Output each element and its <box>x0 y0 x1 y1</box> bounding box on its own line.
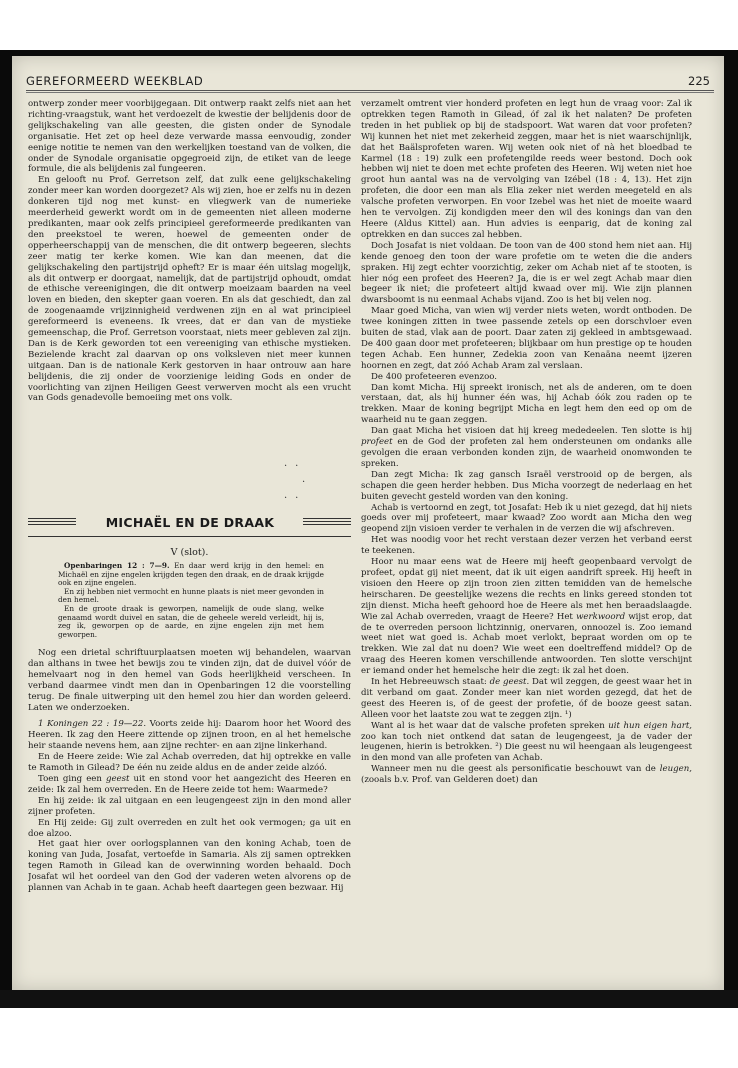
paragraph: En Hij zeide: Gij zult overreden en zult het ook vermogen; ga uit en doe alzoo. <box>28 817 351 839</box>
paragraph-text: Want al is het waar dat de valsche profeten spreken <box>371 720 609 731</box>
emphasis: werkwoord <box>576 611 626 622</box>
paragraph-text: Toen ging een <box>38 773 106 784</box>
header-rule <box>26 90 714 91</box>
paragraph-text: Voorts zeide hij: Daarom hoor het Woord des Heeren. Ik zag den Heere zittende op zijnen troon, en al het hemelsche heir staande nevens hem, aan zijne rechter- en aan zijne linkerhand. <box>28 719 351 752</box>
paragraph: Achab is vertoornd en zegt, tot Josafat: Heb ik u niet gezegd, dat hij niets goeds over mij profeteert, maar kwaad? Zoo wordt aan Micha den weg geopend zijn visioen verder te verhalen in de verzen die wij afschreven. <box>361 502 692 535</box>
section-title: MICHAËL EN DE DRAAK <box>105 515 275 530</box>
emphasis: leugen, <box>659 764 692 775</box>
paragraph-text: wijst erop, dat de te overreden persoon lichtzinnig, onervaren, onnoozel is. Zoo iemand weet niet wat goed is. Achab moet verlokt, bepraat worden om op te trekken. Wie zal dat nu doen? Wie weet een doeltreffend middel? Op de vraag des Heeren komen verschillende antwoorden. Ten slotte verschijnt er iemand onder het hemelsche heir die zegt: ik zal het doen. <box>361 611 692 677</box>
paragraph: verzamelt omtrent vier honderd profeten en legt hun de vraag voor: Zal ik optrekken tegen Ramoth in Gilead, óf zal ik het nalaten? De profeten treden in het publiek op bij de stadspoort. Wat waren dat voor profeten? Wij kunnen het niet met zekerheid zeggen, maar het is niet waarschijnlijk, dat het Baälsprofeten waren. Wij weten ook niet of nà het bloedbad te Karmel (18 : 19) zulk een profetengilde reeds weer bestond. Doch ook hebben wij niet te doen met echte profeten des Heeren. Wij weten niet hoe groot hun aantal was na de vervolging van Izébel (18 : 4, 13). Het zijn profeten, die door een man als Elia zeker niet werden meegeteld en als valsche profeten verworpen. En voor Izebel was het niet de moeite waard hen te vervolgen. Zij kondigden meer den wil des konings dan van den Heere (Aldus Kittel) aan. Hun advies is eenparig, dat de koning zal optrekken en dan succes zal hebben. <box>361 99 692 240</box>
paragraph: En de Heere zeide: Wie zal Achab overreden, dat hij optrekke en valle te Ramoth in Gilead? De één nu zeide aldus en de ander zeide alzóó. <box>28 752 351 774</box>
paragraph-text: Hoor nu maar eens wat de Heere mij heeft geopenbaard vervolgt de profeet, opdat gij niet meent, dat ik uit eigen aandrift spreek. Hij heeft in visioen den Heere op zijn troon zien zitten temidden van de hemelsche heirscharen. De geestelijke wezens die rechts en links gereed stonden tot zijn dienst. Micha heeft gehoord hoe de Heere als met hen beraadslaagde. Wie zal Achab overreden, vraagt de Heere? Het <box>361 557 692 622</box>
paragraph: Nog een drietal schriftuurplaatsen moeten wij behandelen, waarvan dan althans in twee het bewijs zou te vinden zijn, dat de duivel vóór de hemelvaart nog in den hemel van Gods heerlijkheid verscheen. In verband daarmee vindt men dan in Openbaringen 12 die voorstelling terug. De finale uitwerping uit den hemel zou hier dan worden geleerd. Laten we onderzoeken. <box>28 648 351 713</box>
paragraph: Maar goed Micha, van wien wij verder niets weten, wordt ontboden. De twee koningen zitten in twee passende zetels op een dorschvloer even buiten de stad, vlak aan de poort. Daar zaten zij gekleed in ambtsgewaad. De 400 gaan door met profeteeren; blijkbaar om hun prestige op te houden tegen Achab. Een hunner, Zedekia zoon van Kenaäna neemt ijzeren hoornen en zegt, dat zóó Achab Aram zal verslaan. <box>361 306 692 371</box>
scan-edge <box>0 990 738 1008</box>
paragraph: En hij zeide: ik zal uitgaan en een leugengeest zijn in den mond aller zijner profeten. <box>28 795 351 817</box>
publication-title: GEREFORMEERD WEEKBLAD <box>26 74 204 88</box>
page-number: 225 <box>688 74 710 88</box>
section-subtitle: V (slot). <box>170 547 209 558</box>
paragraph: Het was noodig voor het recht verstaan dezer verzen het verband eerst te teekenen. <box>361 535 692 557</box>
scripture-quote <box>58 562 324 639</box>
paragraph-text: Wanneer men nu die geest als personificatie beschouwt van de <box>371 764 660 775</box>
section-rule <box>28 524 76 525</box>
paragraph: Het gaat hier over oorlogsplannen van den koning Achab, toen de koning van Juda, Josafat, vertoefde in Samaria. Als zij samen optrekken tegen Ramoth in Gilead kan de overwinning worden behaald. Doch Josafat wil het oordeel van den God der vaderen weten alvorens op de plannen van Achab in te gaan. Achab heeft daartegen geen bezwaar. Hij <box>28 839 351 894</box>
quote-text: En zij hebben niet vermocht en hunne plaats is niet meer gevonden in den hemel. <box>58 586 324 605</box>
emphasis: de geest. <box>489 677 530 688</box>
section-rule <box>28 521 76 522</box>
emphasis: uit hun eigen hart, <box>608 720 692 731</box>
right-column <box>361 99 692 977</box>
paragraph-text: zoo kan toch niet ontkend dat satan de leugengeest, ja de vader der leugenen, hierin is betrokken. ²) Die geest nu wil heengaan als leugengeest in den mond van alle profeten van Achab. <box>361 731 692 764</box>
left-column-bottom <box>28 648 351 978</box>
section-rule <box>303 518 351 519</box>
paragraph: En gelooft nu Prof. Gerretson zelf, dat zulk eene gelijkschakeling zonder meer kan worden doorgezet? Als wij zien, hoe er zelfs nu in dezen donkeren tijd nog met kunst- en vliegwerk van de numerieke meerderheid gewerkt wordt om in de gemeenten niet alleen moderne predikanten, maar ook zelfs principieel gereformeerde predikanten van den preekstoel te weren, hoewel de gemeenten onder de opperheerschappij van de menschen, die dit ontwerp begeeren, slechts zeer matig ter kerke komen. Wie kan dan meenen, dat die gelijkschakeling den partijstrijd opheft? Er is maar één uitslag mogelijk, als dit ontwerp er doorgaat, namelijk, dat de partijstrijd ophoudt, omdat de ethische vereenigingen, die dit ontwerp moeizaam baarden na veel loven en bieden, den skepter gaan voeren. En als dat geschiedt, dan zal de zoogenaamde vrijzinnigheid verdwenen zijn en al wat principieel gereformeerd is eveneens. Ik vrees, dat er dan van de mystieke gemeenschap, die Prof. Gerretson voorstaat, niets meer gebleven zal zijn. Dan is de Kerk geworden tot een vereeniging van ethische mystieken. Bezielende kracht zal daarvan op ons volksleven niet meer kunnen uitgaan. Dan is de nationale Kerk gestorven in haar ontrouw aan hare belijdenis, die zij onder de voorzienige leiding Gods en onder de voorlichting van zijnen Heiligen Geest verwerven mocht als een vrucht van Gods genadevolle bemoeiing met ons volk. <box>28 175 351 404</box>
section-rule <box>28 536 351 537</box>
quote-text: En daar werd krijg in den hemel: en Michaël en zijne engelen krijgden tegen den draak, en de draak krijgde ook en zijne engelen. <box>58 561 324 588</box>
separator-dots: .. <box>284 458 307 469</box>
paragraph-text: uit en stond voor het aangezicht des Heeren en zeide: Ik zal hem overreden. En de Heere zeide tot hem: Waarmede? <box>28 773 351 795</box>
paragraph-text: (zooals b.v. Prof. van Gelderen doet) dan <box>361 775 538 786</box>
paragraph: ontwerp zonder meer voorbijgegaan. Dit ontwerp raakt zelfs niet aan het richting-vraagstuk, want het verdoezelt de kwestie der belijdenis door de gelijkschakeling van alle geesten, die gisten onder de Synodale organisatie. Het zet op heel deze verwarde massa eenvoudig, zonder eenige notitie te nemen van den werkelijken toestand van de volken, die onder de Synodale organisatie opgegroeid zijn, de etiket van de leege formule, die als belijdenis zal fungeeren. <box>28 99 351 175</box>
emphasis: geest <box>105 773 130 784</box>
paragraph: Dan zegt Micha: Ik zag gansch Israël verstrooid op de bergen, als schapen die geen herder hebben. Dus Micha voorzegt de nederlaag en het buiten gevecht gesteld worden van den koning. <box>361 469 692 502</box>
section-rule <box>28 518 76 519</box>
paragraph-text: en de God der profeten zal hem ondersteunen om ondanks alle gevolgen die eraan verbonden konden zijn, de waarheid onomwonden te spreken. <box>361 437 692 469</box>
quote-text: En de groote draak is geworpen, namelijk de oude slang, welke genaamd wordt duivel en satan, die de geheele wereld verleidt, hij is, zeg ik, geworpen op de aarde, en zijne engelen zijn met hem geworpen. <box>58 603 324 639</box>
emphasis: profeet <box>361 437 393 448</box>
paragraph-text: In het Hebreeuwsch staat: <box>371 677 490 688</box>
section-rule <box>303 521 351 522</box>
paragraph-text: Dat wil zeggen, de geest waar het in dit verband om gaat. Zonder meer kan niet worden gezegd, dat het de geest des Heeren is, of de geest der profetie, óf de booze geest satan. Alleen voor het laatste zou wat te zeggen zijn. ¹) <box>361 677 692 720</box>
separator-dots: .. <box>284 490 307 501</box>
paragraph: Doch Josafat is niet voldaan. De toon van de 400 stond hem niet aan. Hij kende genoeg den toon der ware profetie om te weten die die anders spraken. Hij zegt echter voorzichtig, zeker om Achab niet af te stooten, is hier nóg een profeet des Heeren? Ja, die is er wel zegt Achab maar dien begeer ik niet; die profeteert altijd kwaad over mij. Wie zijn plannen dwarsboomt is nu eenmaal Achabs vijand. Zoo is het bij velen nog. <box>361 240 692 306</box>
section-rule <box>303 524 351 525</box>
page-header <box>26 74 712 90</box>
paragraph: De 400 profeteeren evenzoo. <box>371 371 497 382</box>
header-rule-secondary <box>26 92 714 93</box>
paragraph-text: Dan gaat Micha het visioen dat hij kreeg mededeelen. Ten slotte is hij <box>371 426 692 437</box>
paragraph: Dan komt Micha. Hij spreekt ironisch, net als de anderen, om te doen verstaan, dat, als hij hunner één was, hij Achab óók zou raden op te trekken. Maar de koning begrijpt Micha en legt hem den eed op om de waarheid nu te gaan zeggen. <box>361 382 692 426</box>
scripture-reference: 1 Koningen 22 : 19—22. <box>38 719 147 730</box>
left-column-top <box>28 99 351 471</box>
separator-dots: . <box>302 474 314 485</box>
quote-reference: Openbaringen 12 : 7—9. <box>64 561 170 570</box>
